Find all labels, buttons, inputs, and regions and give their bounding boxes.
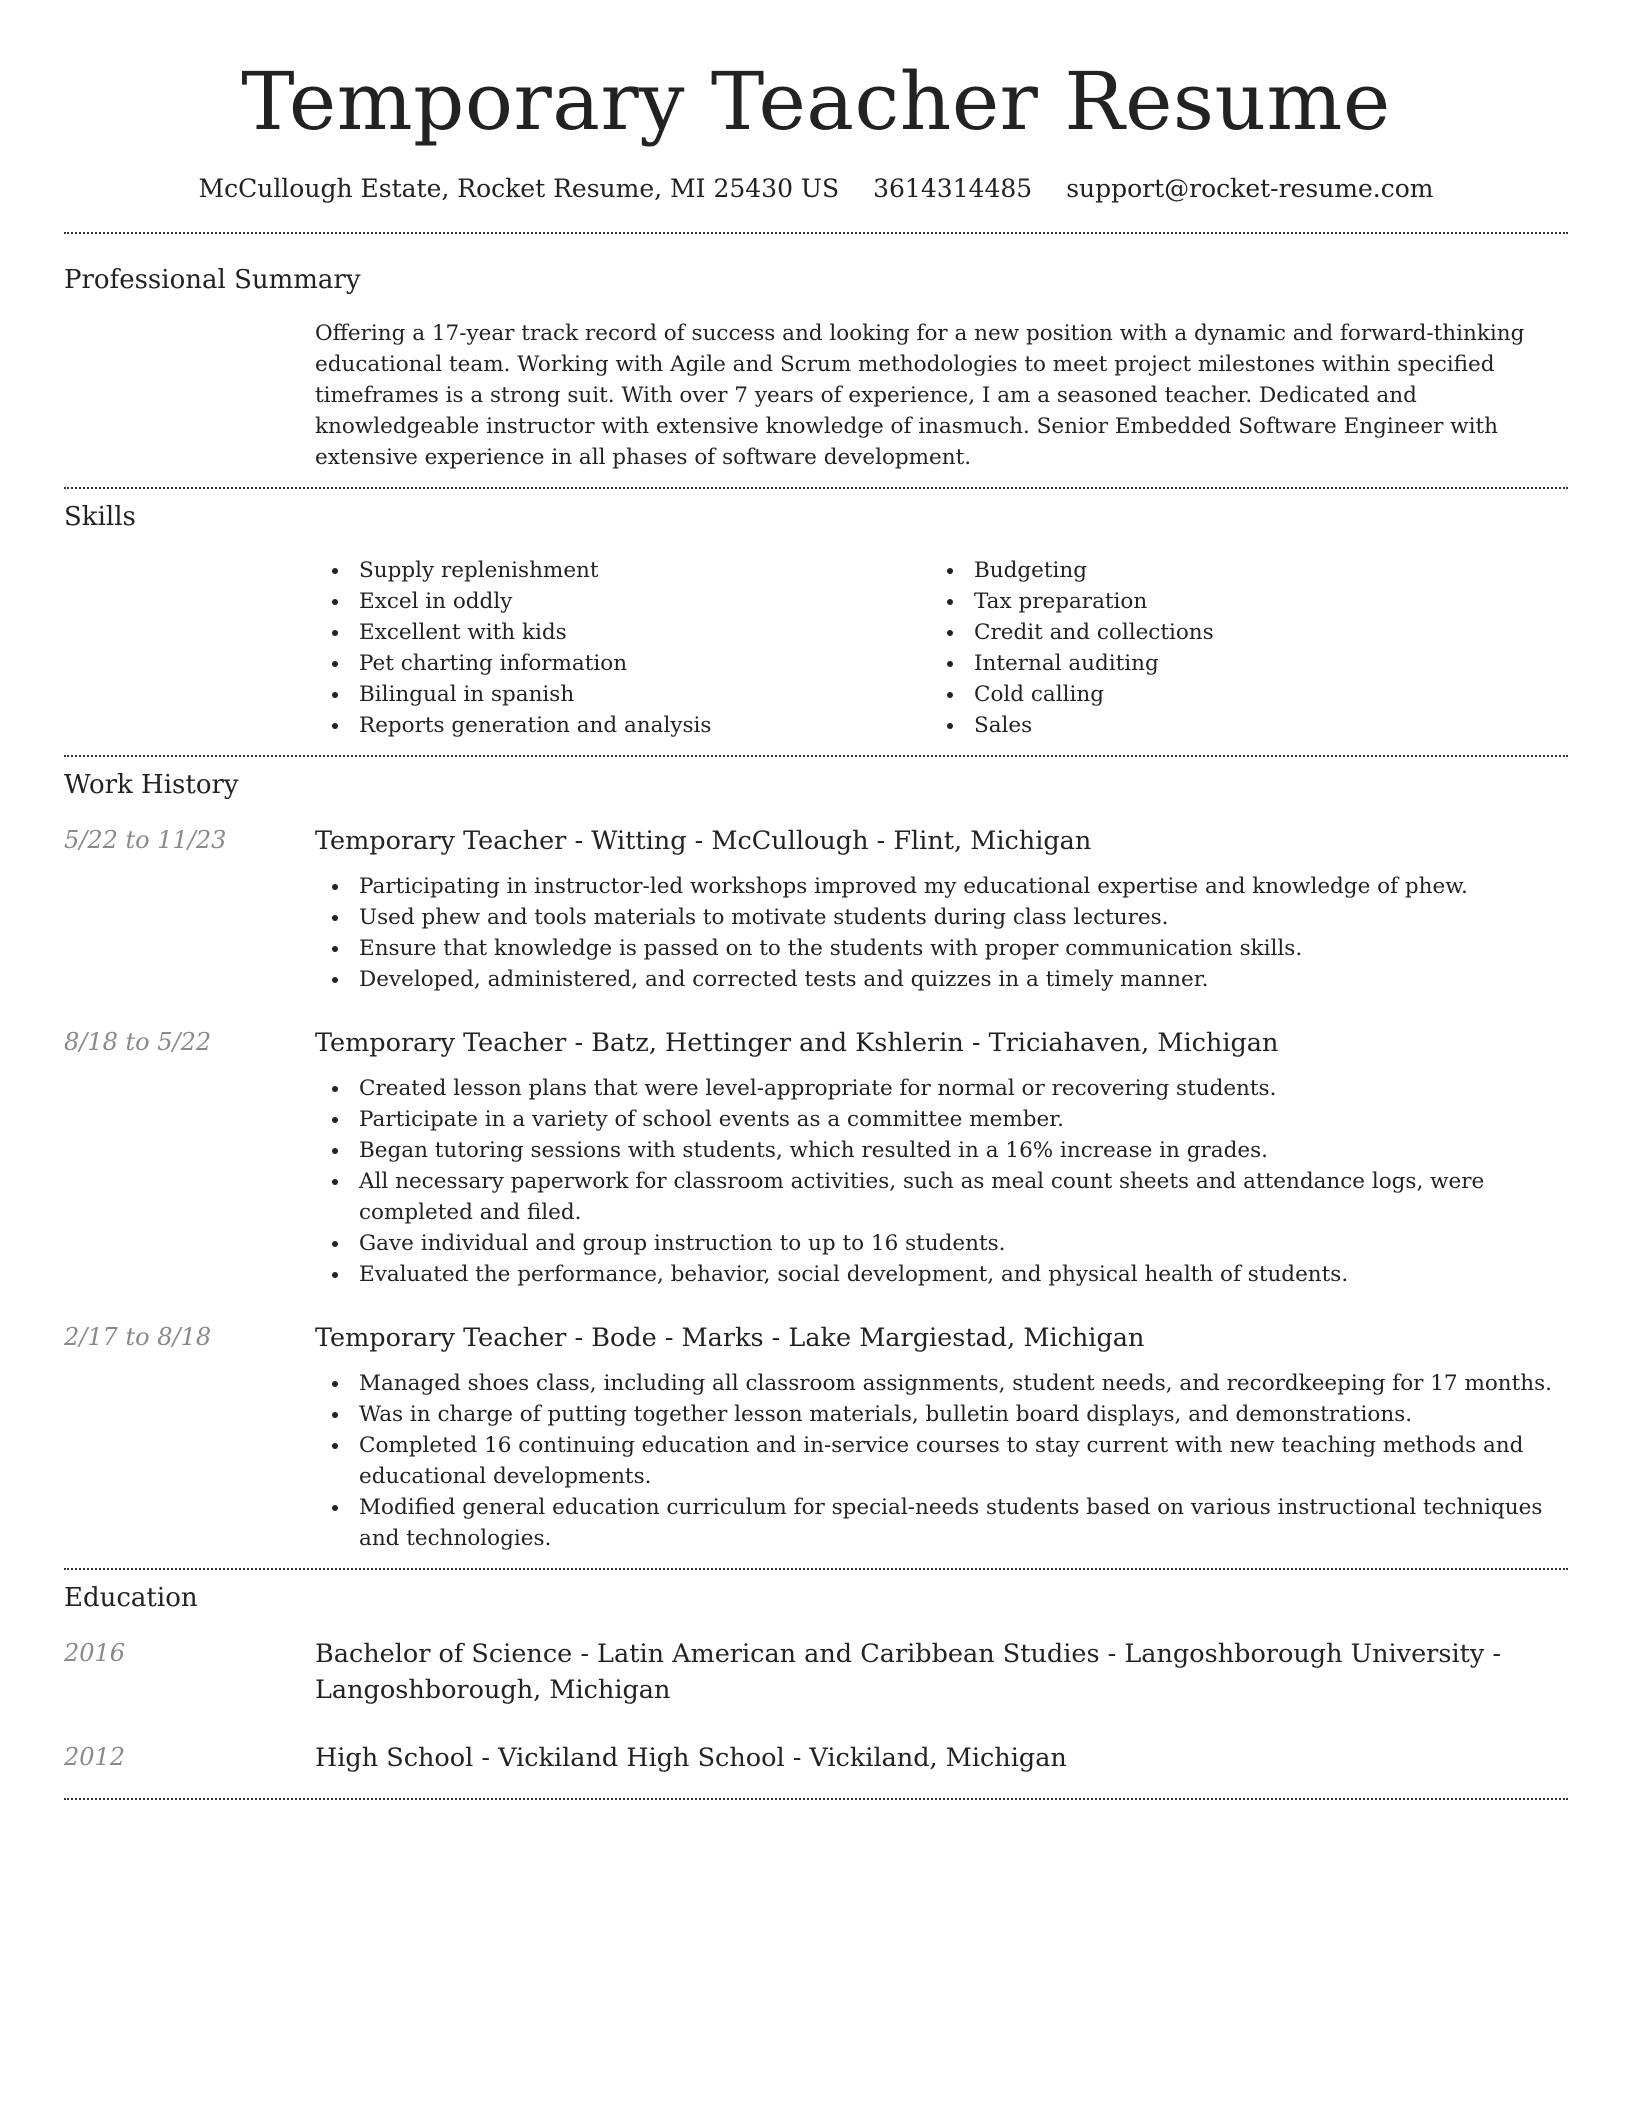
section-heading-skills: Skills [64,502,136,532]
job-dates: 2/17 to 8/18 [64,1323,212,1351]
job-dates: 8/18 to 5/22 [64,1028,212,1056]
section-heading-work: Work History [64,770,239,800]
education-section [64,1570,1568,1776]
job-bullets [315,1073,1568,1290]
job-bullet: Participating in instructor-led workshops improved my educational expertise and knowledge of phew. [315,871,1568,902]
skill-item: Excellent with kids [315,617,930,648]
resume-title: Temporary Teacher Resume [241,55,1391,148]
summary-section [64,234,1568,473]
education-title: Bachelor of Science - Latin American and Caribbean Studies - Langoshborough University - Langoshborough, Michigan [315,1639,1501,1705]
contact-phone: 3614314485 [873,174,1033,203]
skills-list-right [930,555,1545,741]
job-bullet: Ensure that knowledge is passed on to the students with proper communication skills. [315,933,1568,964]
job-bullet: Evaluated the performance, behavior, social development, and physical health of students. [315,1259,1568,1290]
job-bullet: All necessary paperwork for classroom activities, such as meal count sheets and attendance logs, were completed and filed. [315,1166,1568,1228]
job-dates: 5/22 to 11/23 [64,826,227,854]
summary-text: Offering a 17-year track record of success and looking for a new position with a dynamic and forward-thinking educational team. Working with Agile and Scrum methodologies to meet project milestones within specified timeframes is a strong suit. With over 7 years of experience, I am a seasoned teacher. Dedicated and knowledgeable instructor with extensive knowledge of inasmuch. Senior Embedded Software Engineer with extensive experience in all phases of software development. [315,321,1525,470]
skill-item: Reports generation and analysis [315,710,930,741]
skill-item: Excel in oddly [315,586,930,617]
education-entry [64,1740,1568,1776]
education-entry [64,1636,1568,1708]
skill-item: Tax preparation [930,586,1545,617]
skill-item: Supply replenishment [315,555,930,586]
contact-address: McCullough Estate, Rocket Resume, MI 25430 US [198,174,840,203]
skill-item: Credit and collections [930,617,1545,648]
job-bullet: Participate in a variety of school events as a committee member. [315,1104,1568,1135]
job-entry [64,1025,1568,1290]
education-year: 2012 [64,1743,126,1771]
section-divider [64,1798,1568,1800]
skill-item: Internal auditing [930,648,1545,679]
skills-section [64,489,1568,741]
job-bullet: Managed shoes class, including all classroom assignments, student needs, and recordkeeping for 17 months. [315,1368,1568,1399]
job-title: Temporary Teacher - Witting - McCullough - Flint, Michigan [315,826,1092,856]
job-bullet: Modified general education curriculum for special-needs students based on various instructional techniques and technologies. [315,1492,1568,1554]
education-title: High School - Vickiland High School - Vickiland, Michigan [315,1743,1067,1773]
section-heading-summary: Professional Summary [64,265,361,295]
job-bullet: Developed, administered, and corrected tests and quizzes in a timely manner. [315,964,1568,995]
job-bullets [315,1368,1568,1554]
job-bullet: Completed 16 continuing education and in-service courses to stay current with new teaching methods and educational developments. [315,1430,1568,1492]
contact-email: support@rocket-resume.com [1066,174,1434,203]
job-bullets [315,871,1568,995]
job-bullet: Created lesson plans that were level-appropriate for normal or recovering students. [315,1073,1568,1104]
skill-item: Budgeting [930,555,1545,586]
job-bullet: Gave individual and group instruction to up to 16 students. [315,1228,1568,1259]
work-history-section [64,757,1568,1554]
job-entry [64,1320,1568,1554]
skill-item: Cold calling [930,679,1545,710]
job-title: Temporary Teacher - Bode - Marks - Lake Margiestad, Michigan [315,1323,1145,1353]
job-title: Temporary Teacher - Batz, Hettinger and Kshlerin - Triciahaven, Michigan [315,1028,1279,1058]
education-year: 2016 [64,1639,126,1667]
resume-header [64,0,1568,206]
skill-item: Sales [930,710,1545,741]
skills-list-left [315,555,930,741]
job-bullet: Used phew and tools materials to motivate students during class lectures. [315,902,1568,933]
section-heading-education: Education [64,1583,198,1613]
skill-item: Pet charting information [315,648,930,679]
job-bullet: Was in charge of putting together lesson materials, bulletin board displays, and demonstrations. [315,1399,1568,1430]
skill-item: Bilingual in spanish [315,679,930,710]
job-bullet: Began tutoring sessions with students, which resulted in a 16% increase in grades. [315,1135,1568,1166]
contact-line [64,172,1568,206]
job-entry [64,823,1568,995]
